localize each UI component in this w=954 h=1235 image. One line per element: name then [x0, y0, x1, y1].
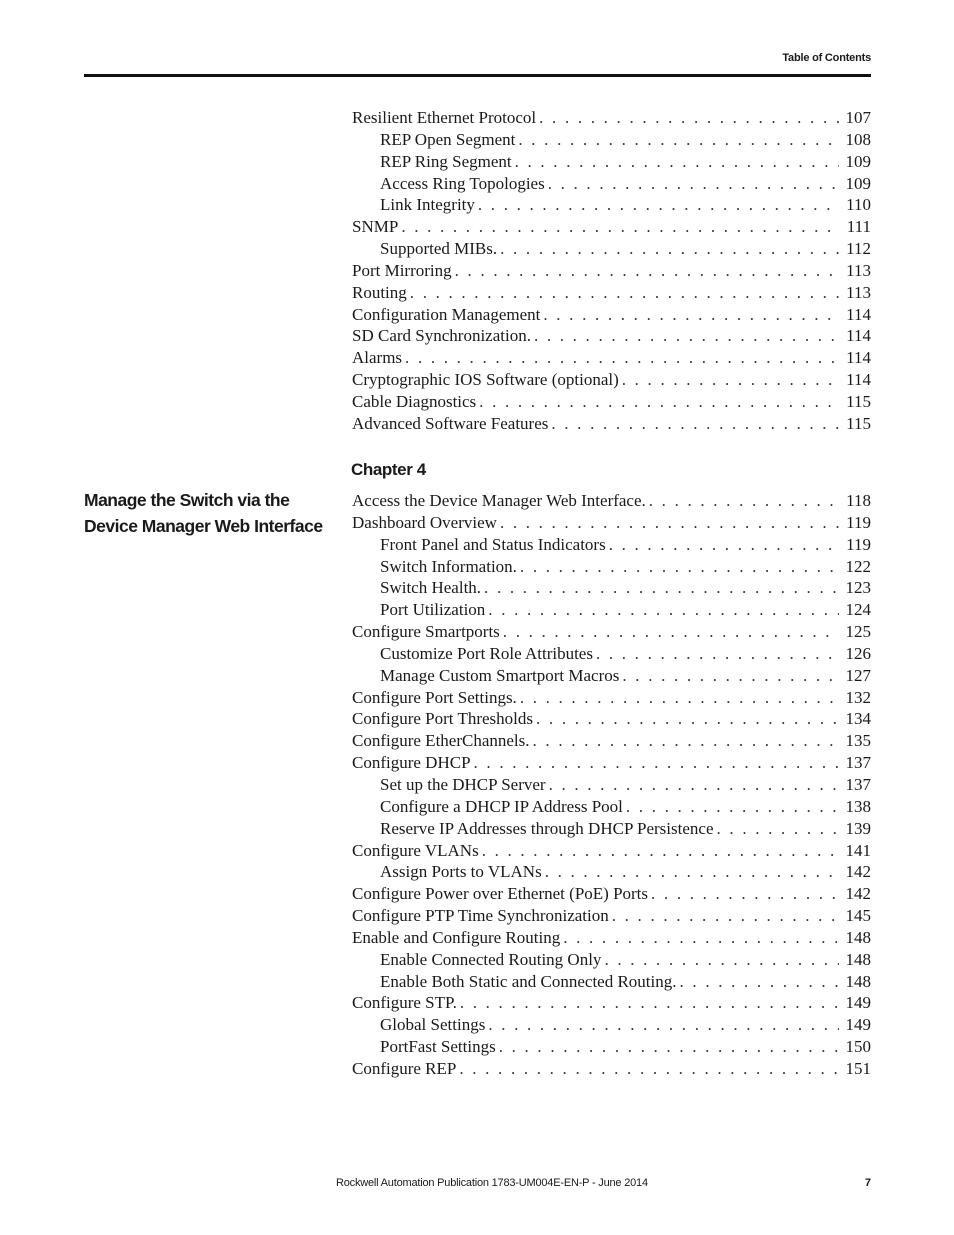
toc-entry[interactable] — [352, 1058, 871, 1080]
toc-entry[interactable] — [352, 556, 871, 578]
toc-entry[interactable] — [352, 107, 871, 129]
toc-entry[interactable] — [352, 1036, 871, 1058]
toc-entry-title: Front Panel and Status Indicators — [380, 534, 606, 554]
toc-entry-page: 132 — [845, 687, 871, 707]
toc-entry-title: Access Ring Topologies — [380, 173, 545, 193]
toc-dot-leader — [596, 643, 839, 665]
toc-entry-page: 123 — [845, 578, 871, 598]
toc-entry-title: Configure DHCP — [352, 753, 471, 773]
toc-entry-page: 149 — [845, 993, 871, 1013]
toc-entry[interactable] — [352, 752, 871, 774]
toc-entry-title: Resilient Ethernet Protocol — [352, 108, 537, 127]
toc-section-continued — [352, 107, 871, 435]
toc-entry-title: Configure a DHCP IP Address Pool — [380, 796, 623, 816]
toc-entry-page: 141 — [845, 840, 871, 860]
toc-dot-leader — [401, 216, 839, 238]
toc-entry-title: PortFast Settings — [380, 1037, 496, 1057]
toc-dot-leader — [410, 282, 839, 304]
toc-entry-page: 149 — [845, 1015, 871, 1035]
toc-entry-page: 114 — [846, 348, 871, 368]
toc-entry-page: 115 — [846, 413, 871, 433]
toc-section-chapter-4 — [352, 490, 871, 1080]
toc-entry[interactable] — [352, 621, 871, 643]
toc-entry-title: Switch Health. — [380, 578, 482, 598]
toc-entry-title: Port Utilization — [380, 600, 486, 620]
toc-entry-title: Enable Connected Routing Only — [380, 949, 602, 969]
toc-entry-page: 142 — [845, 884, 871, 904]
toc-entry[interactable] — [352, 194, 871, 216]
toc-entry-title: Enable and Configure Routing — [352, 927, 561, 947]
toc-entry[interactable] — [352, 238, 871, 260]
toc-dot-leader — [515, 151, 839, 173]
toc-entry-title: Enable Both Static and Connected Routing. — [380, 971, 677, 991]
toc-dot-leader — [539, 107, 839, 129]
toc-entry-title: Configure Power over Ethernet (PoE) Ports — [352, 884, 649, 904]
toc-entry-title: REP Open Segment — [380, 129, 516, 149]
toc-entry-page: 110 — [846, 195, 871, 215]
toc-entry[interactable] — [352, 512, 871, 534]
toc-entry[interactable] — [352, 534, 871, 556]
toc-entry-page: 109 — [845, 173, 871, 193]
toc-entry-title: Global Settings — [380, 1015, 486, 1035]
header-rule — [84, 74, 871, 77]
toc-entry-page: 119 — [846, 512, 871, 532]
toc-entry-page: 126 — [845, 643, 871, 663]
toc-entry-title: Cable Diagnostics — [352, 391, 477, 411]
toc-dot-leader — [518, 129, 839, 151]
toc-entry-title: Manage Custom Smartport Macros — [380, 665, 620, 685]
toc-entry[interactable] — [352, 347, 871, 369]
toc-entry-page: 119 — [846, 534, 871, 554]
toc-entry-title: SNMP — [352, 217, 399, 237]
toc-entry[interactable] — [352, 599, 871, 621]
toc-dot-leader — [717, 818, 839, 840]
toc-entry[interactable] — [352, 949, 871, 971]
toc-entry-title: Access the Device Manager Web Interface. — [352, 491, 646, 510]
toc-entry-page: 124 — [845, 600, 871, 620]
toc-entry-title: Routing — [352, 282, 407, 302]
toc-entry-page: 137 — [845, 774, 871, 794]
toc-entry[interactable] — [352, 643, 871, 665]
toc-entry-title: Configure Port Settings. — [352, 687, 517, 707]
toc-entry-page: 138 — [845, 796, 871, 816]
toc-dot-leader — [479, 391, 839, 413]
footer-page-number: 7 — [864, 1177, 871, 1189]
toc-entry[interactable] — [352, 730, 871, 752]
toc-dot-leader — [520, 687, 839, 709]
toc-dot-leader — [612, 905, 839, 927]
toc-entry-page: 113 — [846, 260, 871, 280]
toc-entry[interactable] — [352, 992, 871, 1014]
toc-entry-title: Switch Information. — [380, 556, 517, 576]
toc-entry-page: 135 — [845, 731, 871, 751]
toc-dot-leader — [484, 577, 839, 599]
toc-entry-title: Configure Port Thresholds — [352, 709, 534, 729]
toc-entry[interactable] — [352, 413, 871, 435]
chapter-title-line2: Device Manager Web Interface — [84, 516, 323, 536]
chapter-label: Chapter 4 — [351, 460, 426, 479]
toc-entry-page: 142 — [845, 862, 871, 882]
toc-entry[interactable] — [352, 796, 871, 818]
toc-entry-page: 137 — [845, 753, 871, 773]
toc-dot-leader — [488, 1014, 839, 1036]
toc-entry-page: 115 — [846, 391, 871, 411]
toc-entry-page: 112 — [846, 239, 871, 259]
running-head-title: Table of Contents — [782, 52, 871, 64]
toc-entry-title: Customize Port Role Attributes — [380, 643, 593, 663]
toc-entry-page: 148 — [845, 971, 871, 991]
toc-entry[interactable] — [352, 861, 871, 883]
toc-entry[interactable] — [352, 325, 871, 347]
toc-dot-leader — [548, 173, 839, 195]
toc-entry[interactable] — [352, 260, 871, 282]
toc-entry[interactable] — [352, 577, 871, 599]
toc-entry[interactable] — [352, 818, 871, 840]
toc-entry-title: Dashboard Overview — [352, 512, 497, 532]
toc-dot-leader — [500, 512, 839, 534]
toc-entry-page: 109 — [845, 151, 871, 171]
toc-entry-page: 111 — [846, 217, 871, 237]
toc-dot-leader — [478, 194, 839, 216]
toc-entry-page: 134 — [845, 709, 871, 729]
toc-entry[interactable] — [352, 490, 871, 512]
toc-dot-leader — [405, 347, 839, 369]
toc-entry-page: 151 — [845, 1058, 871, 1078]
toc-entry[interactable] — [352, 665, 871, 687]
toc-entry-title: Configure REP — [352, 1058, 457, 1078]
toc-entry-page: 118 — [846, 491, 871, 510]
toc-dot-leader — [604, 949, 839, 971]
toc-entry-page: 114 — [846, 326, 871, 346]
toc-dot-leader — [543, 304, 839, 326]
toc-entry[interactable] — [352, 971, 871, 993]
toc-dot-leader — [626, 796, 839, 818]
toc-entry-title: Port Mirroring — [352, 260, 452, 280]
toc-entry-title: Configure Smartports — [352, 622, 500, 642]
toc-entry-page: 145 — [845, 906, 871, 926]
toc-entry-page: 139 — [845, 818, 871, 838]
toc-entry-title: REP Ring Segment — [380, 151, 512, 171]
toc-entry-page: 114 — [846, 370, 871, 390]
toc-entry[interactable] — [352, 129, 871, 151]
toc-entry-page: 107 — [845, 108, 871, 127]
toc-entry[interactable] — [352, 883, 871, 905]
toc-entry[interactable] — [352, 304, 871, 326]
toc-entry-title: Alarms — [352, 348, 403, 368]
toc-dot-leader — [551, 413, 839, 435]
toc-entry[interactable] — [352, 216, 871, 238]
toc-entry[interactable] — [352, 708, 871, 730]
toc-dot-leader — [680, 971, 839, 993]
toc-entry-title: Configure STP. — [352, 993, 457, 1013]
toc-entry-title: Advanced Software Features — [352, 413, 549, 433]
toc-dot-leader — [549, 774, 839, 796]
toc-entry-page: 150 — [845, 1037, 871, 1057]
toc-entry-title: Configure EtherChannels. — [352, 731, 530, 751]
toc-dot-leader — [563, 927, 839, 949]
toc-dot-leader — [534, 325, 839, 347]
toc-dot-leader — [520, 556, 839, 578]
toc-entry[interactable] — [352, 151, 871, 173]
toc-dot-leader — [545, 861, 839, 883]
toc-dot-leader — [651, 883, 839, 905]
toc-entry-page: 108 — [845, 129, 871, 149]
toc-entry-page: 148 — [845, 927, 871, 947]
toc-entry[interactable] — [352, 905, 871, 927]
toc-dot-leader — [459, 1058, 839, 1080]
toc-entry-title: SD Card Synchronization. — [352, 326, 531, 346]
toc-entry-page: 148 — [845, 949, 871, 969]
toc-entry-title: Configure PTP Time Synchronization — [352, 906, 609, 926]
footer-publication: Rockwell Automation Publication 1783-UM004E-EN-P - June 2014 — [336, 1177, 648, 1189]
toc-dot-leader — [609, 534, 839, 556]
toc-dot-leader — [460, 992, 839, 1014]
toc-entry-title: Supported MIBs. — [380, 239, 498, 259]
toc-dot-leader — [622, 665, 839, 687]
toc-entry-page: 125 — [845, 622, 871, 642]
toc-entry[interactable] — [352, 1014, 871, 1036]
chapter-title — [84, 487, 324, 539]
toc-dot-leader — [536, 708, 839, 730]
toc-dot-leader — [488, 599, 839, 621]
toc-entry-page: 114 — [846, 304, 871, 324]
toc-entry[interactable] — [352, 173, 871, 195]
toc-dot-leader — [649, 490, 839, 512]
toc-entry[interactable] — [352, 369, 871, 391]
toc-entry[interactable] — [352, 282, 871, 304]
toc-dot-leader — [455, 260, 839, 282]
toc-dot-leader — [482, 840, 839, 862]
toc-entry-page: 127 — [845, 665, 871, 685]
toc-dot-leader — [503, 621, 839, 643]
toc-entry-title: Configuration Management — [352, 304, 541, 324]
toc-entry-title: Set up the DHCP Server — [380, 774, 546, 794]
toc-dot-leader — [474, 752, 839, 774]
toc-entry-title: Configure VLANs — [352, 840, 479, 860]
toc-dot-leader — [499, 1036, 839, 1058]
toc-entry-title: Reserve IP Addresses through DHCP Persistence — [380, 818, 714, 838]
toc-dot-leader — [622, 369, 839, 391]
toc-entry[interactable] — [352, 927, 871, 949]
toc-entry-page: 113 — [846, 282, 871, 302]
toc-entry-page: 122 — [845, 556, 871, 576]
toc-dot-leader — [533, 730, 839, 752]
chapter-title-line1: Manage the Switch via the — [84, 490, 290, 510]
toc-entry[interactable] — [352, 774, 871, 796]
toc-entry-title: Assign Ports to VLANs — [380, 862, 542, 882]
toc-entry-title: Link Integrity — [380, 195, 475, 215]
toc-dot-leader — [500, 238, 839, 260]
toc-entry[interactable] — [352, 687, 871, 709]
toc-entry[interactable] — [352, 840, 871, 862]
toc-entry[interactable] — [352, 391, 871, 413]
toc-entry-title: Cryptographic IOS Software (optional) — [352, 370, 619, 390]
